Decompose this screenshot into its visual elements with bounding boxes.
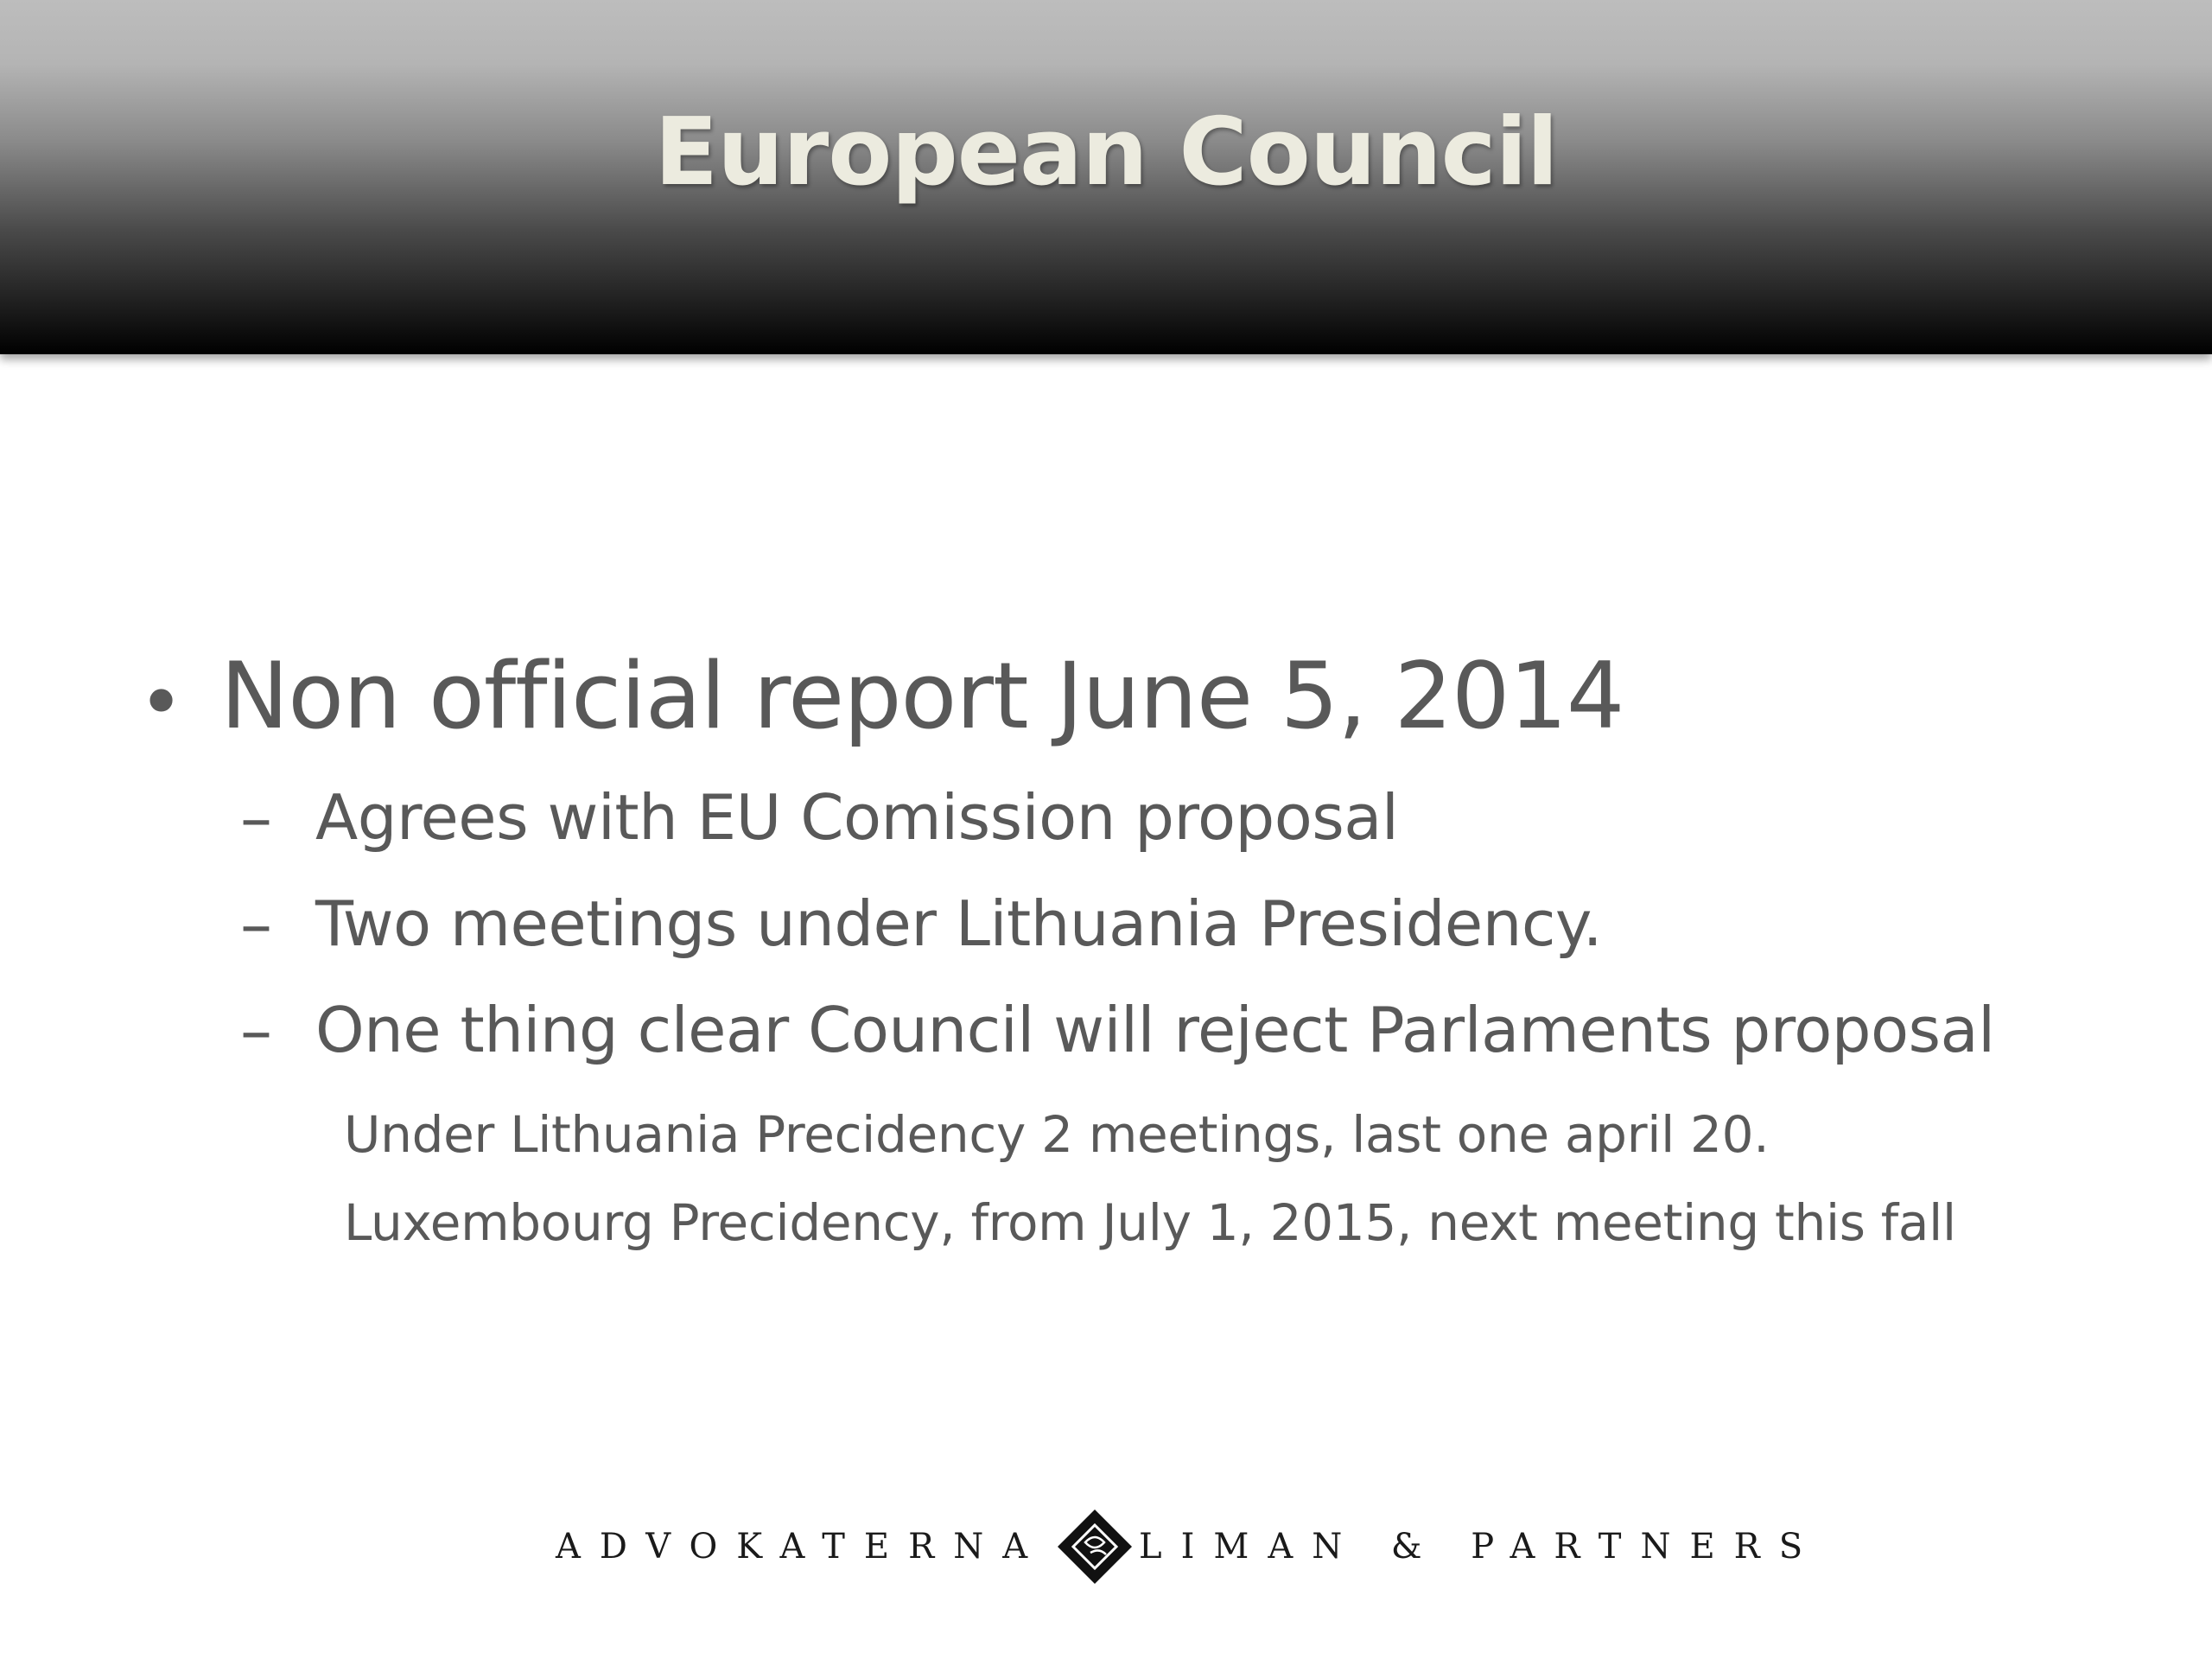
note-line-1: Under Lithuania Precidency 2 meetings, last one april 20. [344, 1105, 1770, 1164]
dash-icon: – [240, 994, 272, 1068]
footer-firm-left: ADVOKATERNA [556, 1527, 1047, 1567]
bullet-main: Non official report June 5, 2014 [220, 643, 1624, 749]
bullet-dot-icon: • [138, 658, 185, 748]
footer-logo [0, 1508, 2212, 1586]
footer-firm-right: LIMAN & PARTNERS [1139, 1527, 1822, 1567]
sub-bullet-3: One thing clear Council will reject Parlaments proposal [315, 994, 1995, 1066]
note-line-2: Luxembourg Precidency, from July 1, 2015, next meeting this fall [344, 1193, 1956, 1252]
sub-bullet-1: Agrees with EU Comission proposal [315, 781, 1399, 854]
diamond-logo-icon [1056, 1508, 1134, 1586]
dash-icon: – [240, 781, 272, 855]
sub-bullet-2: Two meetings under Lithuania Presidency. [315, 887, 1603, 960]
slide-title: European Council [654, 99, 1558, 207]
dash-icon: – [240, 887, 272, 962]
